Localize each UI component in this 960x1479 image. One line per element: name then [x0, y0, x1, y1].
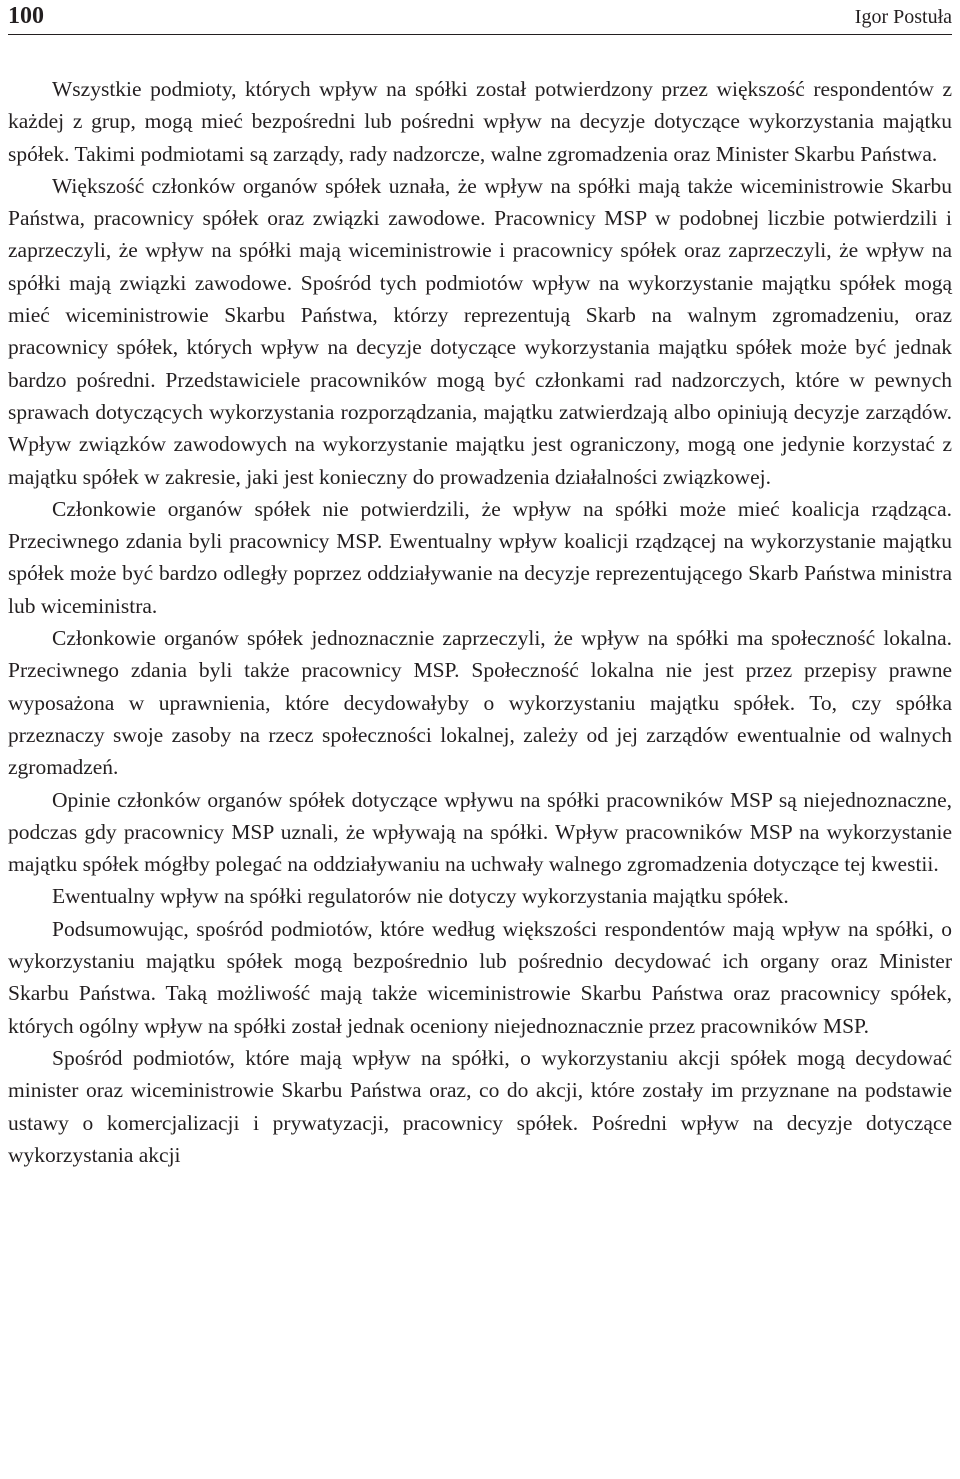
page-number: 100 [8, 3, 44, 29]
paragraph: Opinie członków organów spółek dotyczące wpływu na spółki pracowników MSP są niejednoznaczne, podczas gdy pracownicy MSP uznali, że wpływają na spółki. Wpływ pracowników MSP na wykorzystanie majątku spółek mógłby polegać na oddziaływaniu na uchwały walnego zgromadzenia dotyczące tej kwestii. [8, 787, 952, 877]
running-head-author: Igor Postuła [854, 6, 952, 28]
paragraph: Spośród podmiotów, które mają wpływ na spółki, o wykorzystaniu akcji spółek mogą decydować minister oraz wiceministrowie Skarbu Państwa oraz, co do akcji, które zostały im przyznane na podstawie ustawy o komercjalizacji i prywatyzacji, pracownicy spółek. Pośredni wpływ na decyzje dotyczące wykorzystania akcji [8, 1045, 952, 1167]
paragraph: Ewentualny wpływ na spółki regulatorów nie dotyczy wykorzystania majątku spółek. [52, 884, 789, 909]
body-text [8, 73, 952, 1171]
document-page [8, 0, 952, 1171]
paragraph: Członkowie organów spółek nie potwierdzili, że wpływ na spółki może mieć koalicja rządząca. Przeciwnego zdania byli pracownicy MSP. Ewentualny wpływ koalicji rządzącej na wykorzystanie majątku spółek może być bardzo odległy poprzez oddziaływanie na decyzje reprezentującego Skarb Państwa ministra lub wiceministra. [8, 496, 952, 618]
paragraph: Większość członków organów spółek uznała, że wpływ na spółki mają także wiceministrowie Skarbu Państwa, pracownicy spółek oraz związki zawodowe. Pracownicy MSP w podobnej liczbie potwierdzili i zaprzeczyli, że wpływ na spółki mają wiceministrowie i pracownicy spółek oraz zaprzeczyli, że wpływ na spółki mają związki zawodowe. Spośród tych podmiotów wpływ na wykorzystanie majątku spółek mogą mieć wiceministrowie Skarbu Państwa, którzy reprezentują Skarb na walnym zgromadzeniu, oraz pracownicy spółek, których wpływ na decyzje dotyczące wykorzystania majątku spółek może być jednak bardzo pośredni. Przedstawiciele pracowników mogą być członkami rad nadzorczych, które w pewnych sprawach dotyczących wykorzystania rozporządzania, majątku zatwierdzają albo opiniują decyzje zarządów. Wpływ związków zawodowych na wykorzystanie majątku jest ograniczony, mogą one jedynie korzystać z majątku spółek w zakresie, jaki jest konieczny do prowadzenia działalności związkowej. [8, 173, 952, 489]
paragraph: Podsumowując, spośród podmiotów, które według większości respondentów mają wpływ na spółki, o wykorzystaniu majątku spółek mogą bezpośrednio lub pośrednio decydować ich organy oraz Minister Skarbu Państwa. Taką możliwość mają także wiceministrowie Skarbu Państwa oraz pracownicy spółek, których ogólny wpływ na spółki został jednak oceniony niejednoznacznie przez pracowników MSP. [8, 916, 952, 1038]
paragraph: Wszystkie podmioty, których wpływ na spółki został potwierdzony przez większość respondentów z każdej z grup, mogą mieć bezpośredni lub pośredni wpływ na decyzje dotyczące wykorzystania majątku spółek. Takimi podmiotami są zarządy, rady nadzorcze, walne zgromadzenia oraz Minister Skarbu Państwa. [8, 77, 952, 166]
paragraph: Członkowie organów spółek jednoznacznie zaprzeczyli, że wpływ na spółki ma społeczność lokalna. Przeciwnego zdania byli także pracownicy MSP. Społeczność lokalna nie jest przez przepisy prawne wyposażona w uprawnienia, które decydowałyby o wykorzystaniu majątku spółek. To, czy spółka przeznaczy swoje zasoby na rzecz społeczności lokalnej, zależy od jej zarządów ewentualnie od walnych zgromadzeń. [8, 626, 952, 780]
page-header [8, 0, 952, 35]
